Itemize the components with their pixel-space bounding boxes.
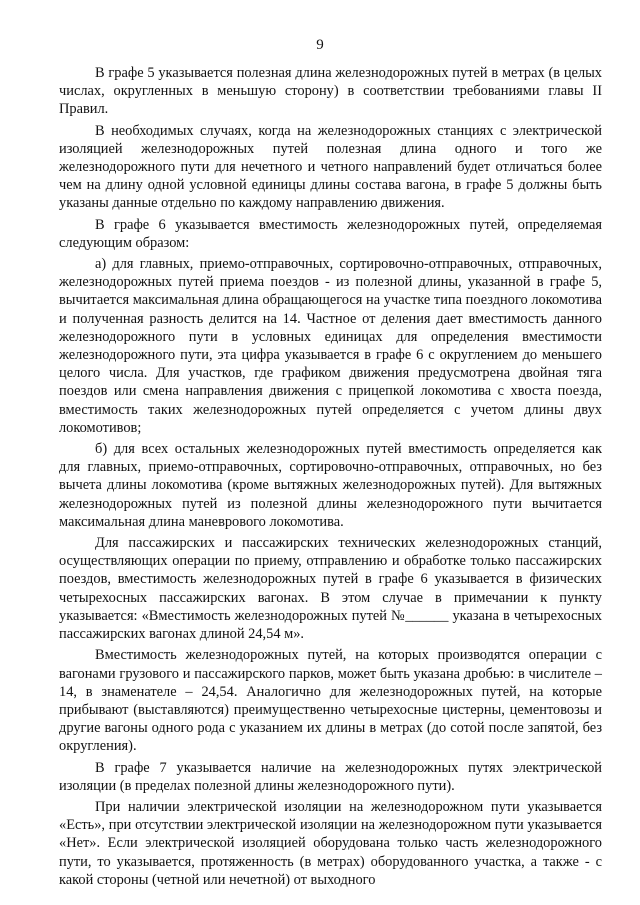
paragraph-column7-insulation: В графе 7 указывается наличие на железнодорожных путях электрической изоляции (в пределах полезной длины железнодорожного пути). — [59, 759, 602, 794]
paragraph-insulation-presence: При наличии электрической изоляции на железнодорожном пути указывается «Есть», при отсутствии электрической изоляции на железнодорожном пути указывается «Нет». Если электрической изоляцией оборудована только часть железнодорожного пути, то указывается, протяженность (в метрах) оборудованного участка, а также - с какой стороны (четной или нечетной) от выходного — [59, 798, 602, 888]
list-item-b-other-tracks: б) для всех остальных железнодорожных путей вместимость определяется как для главных, приемо-отправочных, сортировочно-отправочных, отправочных, но без вычета длины локомотива (кроме вытяжных железнодорожных путей). Для вытяжных железнодорожных путей из полезной длины железнодорожного пути вычитается максимальная длина маневрового локомотива. — [59, 441, 602, 530]
document-body — [59, 64, 602, 892]
paragraph-passenger-stations: Для пассажирских и пассажирских технических железнодорожных станций, осуществляющих операции по приему, отправлению и обработке только пассажирских поездов, вместимость железнодорожных путей в графе 6 указывается в физических четырехосных пассажирских вагонах. В этом случае в примечании к пункту указывается: «Вместимость железнодорожных путей №______ указана в четырехосных пассажирских вагонах длиной 24,54 м». — [59, 535, 602, 643]
paragraph-directional-length: В необходимых случаях, когда на железнодорожных станциях с электрической изоляцией железнодорожных путей полезная длина одного и того же железнодорожного пути для нечетного и четного направлений будет отличаться более чем на длину одной условной единицы длины состава вагона, в графе 5 должны быть указаны данные отдельно по каждому направлению движения. — [59, 122, 602, 212]
paragraph-column6-capacity: В графе 6 указывается вместимость железнодорожных путей, определяемая следующим образом: — [59, 216, 602, 251]
paragraph-fraction-capacity: Вместимость железнодорожных путей, на которых производятся операции с вагонами грузового и пассажирского парков, может быть указана дробью: в числителе – 14, в знаменателе – 24,54. Аналогично для железнодорожных путей, на которые прибывают (выставляются) преимущественно четырехосные цистерны, цементовозы и другие вагоны одного рода с указанием их длины в метрах (до сотой после запятой, без округления). — [59, 647, 602, 755]
list-item-a-main-tracks: а) для главных, приемо-отправочных, сортировочно-отправочных, отправочных, железнодорожных путей приема поездов - из полезной длины, указанной в графе 5, вычитается максимальная длина обращающегося на участке типа поездного локомотива и полученная разность делится на 14. Частное от деления дает вместимость данного железнодорожного пути в условных единицах для определения вместимости железнодорожного пути, эта цифра указывается в графе 6 с округлением до меньшего целого числа. Для участков, где графиком движения предусмотрена двойная тяга поездов или смена направления движения с прицепкой локомотива с хвоста поезда, вместимость таких железнодорожных путей определяется с учетом длины двух локомотивов; — [59, 256, 602, 436]
paragraph-column5-length: В графе 5 указывается полезная длина железнодорожных путей в метрах (в целых числах, округленных в меньшую сторону) в соответствии требованиями главы II Правил. — [59, 65, 602, 118]
page-number: 9 — [316, 37, 324, 53]
